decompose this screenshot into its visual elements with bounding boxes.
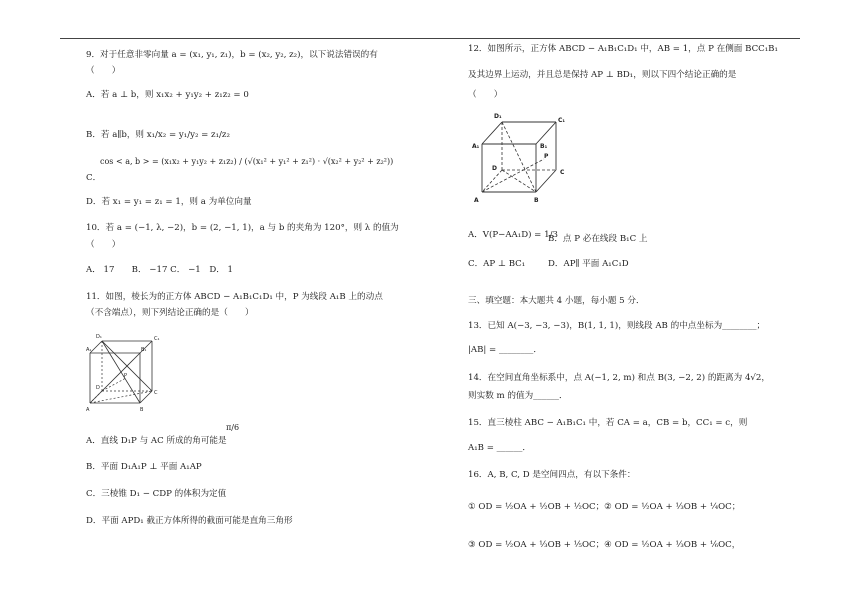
q10-options: A． 17 B． −17 C． −1 D． 1	[86, 265, 234, 275]
q11-option-c: C．三棱锥 D₁ − CDP 的体积为定值	[86, 489, 227, 499]
q16-conditions-1: ① OD = ½OA + ½OB + ½OC；② OD = ½OA + ⅓OB + ¼OC；	[468, 502, 741, 512]
q11-stem: 11．如图，棱长为的正方体 ABCD − A₁B₁C₁D₁ 中，P 为线段 A₁B 上的动点	[86, 292, 383, 302]
q11-option-a: A．直线 D₁P 与 AC 所成的角可能是	[86, 436, 227, 446]
q12-label-b: B	[534, 197, 539, 204]
q16-stem: 16．A, B, C, D 是空间四点，有以下条件：	[468, 470, 636, 480]
q12-option-c: C．AP ⊥ BC₁	[468, 259, 526, 269]
q12-option-a: A．V(P−AA₁D) = 1/3	[468, 230, 558, 240]
q9-option-a: A．若 a ⊥ b，则 x₁x₂ + y₁y₂ + z₁z₂ = 0	[86, 90, 249, 100]
q12-stem: 12．如图所示，正方体 ABCD − A₁B₁C₁D₁ 中，AB = 1，点 P 在侧面 BCC₁B₁	[468, 44, 778, 54]
q9-paren: （ ）	[86, 66, 121, 76]
q11-label-a: A	[86, 407, 90, 413]
q9-option-c-formula: cos < a, b > = (x₁x₂ + y₁y₂ + z₁z₂) / (√(x₁² + y₁² + z₁²) · √(x₂² + y₂² + z₂²))	[100, 157, 394, 166]
q13-line-1: 13．已知 A(−3, −3, −3)，B(1, 1, 1)，则线段 AB 的中点坐标为________；	[468, 321, 766, 331]
header-rule	[60, 38, 800, 39]
q10-stem: 10．若 a = (−1, λ, −2)，b = (2, −1, 1)，a 与 b 的夹角为 120°，则 λ 的值为	[86, 223, 399, 233]
q12-label-d1: D₁	[494, 113, 502, 120]
q11-label-c: C	[154, 390, 158, 396]
q11-label-c1: C₁	[154, 336, 160, 342]
q12-label-d: D	[492, 165, 497, 172]
q12-label-p: P	[544, 153, 549, 160]
q14-line-1: 14．在空间直角坐标系中，点 A(−1, 2, m) 和点 B(3, −2, 2) 的距离为 4√2，	[468, 373, 770, 383]
q12-stem-2: 及其边界上运动，并且总是保持 AP ⊥ BD₁，则以下四个结论正确的是	[468, 70, 737, 80]
q11-label-d: D	[96, 385, 100, 391]
q11-cube-figure	[86, 323, 166, 413]
q11-label-p: P	[124, 373, 128, 379]
q11-stem-2: （不含端点），则下列结论正确的是（ ）	[86, 308, 254, 318]
q11-label-a1: A₁	[86, 347, 92, 353]
q9-option-c-label: C．	[86, 173, 102, 183]
q11-label-b1: B₁	[141, 347, 147, 353]
q12-label-b1: B₁	[540, 143, 548, 150]
q16-conditions-2: ③ OD = ½OA + ⅓OB + ⅕OC；④ OD = ½OA + ⅓OB + ⅙OC，	[468, 540, 741, 550]
q15-line-1: 15．直三棱柱 ABC − A₁B₁C₁ 中，若 CA = a，CB = b，CC₁ = c，则	[468, 418, 748, 428]
section-fill-in-title: 三、填空题：本大题共 4 小题，每小题 5 分．	[468, 296, 645, 306]
q12-paren: （ ）	[468, 90, 503, 100]
q12-label-a1: A₁	[472, 143, 480, 150]
q15-line-2: A₁B = ______．	[468, 443, 532, 453]
q12-option-d: D．AP∥ 平面 A₁C₁D	[548, 259, 629, 269]
q12-option-b: B．点 P 必在线段 B₁C 上	[548, 234, 648, 244]
q12-label-c: C	[560, 169, 565, 176]
q12-label-a: A	[474, 197, 479, 204]
q11-label-b: B	[140, 407, 144, 413]
q11-label-d1: D₁	[96, 334, 102, 340]
q11-option-b: B．平面 D₁A₁P ⊥ 平面 A₁AP	[86, 462, 202, 472]
q10-paren: （ ）	[86, 240, 121, 250]
q14-line-2: 则实数 m 的值为______．	[468, 391, 568, 401]
q11-option-d: D．平面 APD₁ 截正方体所得的截面可能是直角三角形	[86, 516, 293, 526]
q9-option-b: B．若 a∥b，则 x₁/x₂ = y₁/y₂ = z₁/z₂	[86, 130, 230, 140]
q11-pi-over-6: π/6	[226, 423, 240, 432]
q13-line-2: |AB| = ________．	[468, 345, 542, 355]
q12-cube-figure	[468, 104, 578, 212]
q12-label-c1: C₁	[558, 117, 566, 124]
q9-stem: 9．对于任意非零向量 a = (x₁, y₁, z₁)，b = (x₂, y₂, z₂)，以下说法错误的有	[86, 50, 378, 60]
q9-option-d: D．若 x₁ = y₁ = z₁ = 1，则 a 为单位向量	[86, 197, 252, 207]
